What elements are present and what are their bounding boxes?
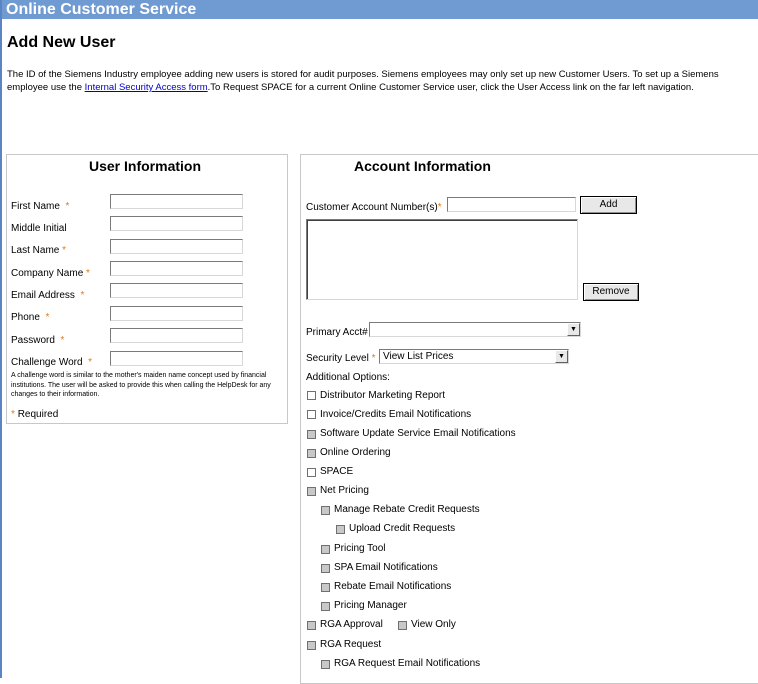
required-marker: * xyxy=(371,353,376,364)
view-only-label: View Only xyxy=(411,619,456,630)
invoice-credits-email-label: Invoice/Credits Email Notifications xyxy=(320,409,472,420)
upload-credit-requests-label: Upload Credit Requests xyxy=(349,523,456,534)
invoice-credits-email-checkbox[interactable] xyxy=(307,410,316,419)
app-banner: Online Customer Service xyxy=(2,0,758,19)
security-level-value: View List Prices xyxy=(383,351,454,362)
password-label xyxy=(11,335,64,346)
required-marker: * xyxy=(60,335,65,346)
required-marker: * xyxy=(65,201,70,212)
online-ordering-checkbox[interactable] xyxy=(307,449,316,458)
first-name-label xyxy=(11,201,69,212)
password-label-text: Password xyxy=(11,335,55,346)
middle-initial-input[interactable] xyxy=(110,216,243,231)
account-information-title: Account Information xyxy=(354,158,491,174)
email-address-label xyxy=(11,290,84,301)
phone-input[interactable] xyxy=(110,306,243,321)
upload-credit-requests-checkbox[interactable] xyxy=(336,525,345,534)
page-title: Add New User xyxy=(7,34,116,51)
rga-approval-checkbox[interactable] xyxy=(307,621,316,630)
left-nav-edge xyxy=(0,0,2,678)
intro-text xyxy=(7,68,755,94)
intro-text-before: The ID of the Siemens Industry employee adding new users is stored for audit purposes. Siemens employees may only set up new Customer Users. To set up a Siemens employee use the xyxy=(7,69,719,93)
security-level-label xyxy=(306,353,376,364)
company-name-label xyxy=(11,268,90,279)
rga-request-email-notifications-checkbox[interactable] xyxy=(321,660,330,669)
remove-account-button[interactable]: Remove xyxy=(583,283,639,301)
company-name-input[interactable] xyxy=(110,261,243,276)
challenge-word-input[interactable] xyxy=(110,351,243,366)
internal-security-access-link[interactable]: Internal Security Access form xyxy=(84,82,208,93)
spa-email-notifications-label: SPA Email Notifications xyxy=(334,562,438,573)
chevron-down-icon[interactable]: ▼ xyxy=(567,323,580,336)
required-legend-text: Required xyxy=(17,409,59,420)
additional-options-label: Additional Options: xyxy=(306,372,390,383)
chevron-down-icon[interactable]: ▼ xyxy=(555,350,568,363)
rga-request-email-notifications-label: RGA Request Email Notifications xyxy=(334,658,481,669)
net-pricing-label: Net Pricing xyxy=(320,485,369,496)
required-marker: * xyxy=(86,268,90,279)
middle-initial-label: Middle Initial xyxy=(11,223,67,234)
customer-account-label-text: Customer Account Number(s) xyxy=(306,202,438,213)
password-input[interactable] xyxy=(110,328,243,343)
primary-acct-label: Primary Acct# xyxy=(306,327,368,338)
challenge-word-label xyxy=(11,357,92,368)
rebate-email-notifications-label: Rebate Email Notifications xyxy=(334,581,452,592)
rga-approval-label: RGA Approval xyxy=(320,619,383,630)
distributor-marketing-report-label: Distributor Marketing Report xyxy=(320,390,446,401)
challenge-word-label-text: Challenge Word xyxy=(11,357,83,368)
phone-label-text: Phone xyxy=(11,312,40,323)
first-name-input[interactable] xyxy=(110,194,243,209)
last-name-label-text: Last Name xyxy=(11,245,60,256)
required-marker: * xyxy=(45,312,50,323)
required-legend xyxy=(11,409,58,420)
software-update-service-email-label: Software Update Service Email Notifications xyxy=(320,428,516,439)
manage-rebate-credit-requests-checkbox[interactable] xyxy=(321,506,330,515)
rebate-email-notifications-checkbox[interactable] xyxy=(321,583,330,592)
user-information-panel xyxy=(6,154,288,424)
account-numbers-listbox[interactable] xyxy=(306,219,578,300)
last-name-label xyxy=(11,245,66,256)
security-level-select[interactable] xyxy=(379,349,569,364)
required-marker: * xyxy=(11,409,15,420)
company-name-label-text: Company Name xyxy=(11,268,84,279)
distributor-marketing-report-checkbox[interactable] xyxy=(307,391,316,400)
software-update-service-email-checkbox[interactable] xyxy=(307,430,316,439)
challenge-word-note: A challenge word is similar to the mother's maiden name concept used by financial institutions. The user will be asked to provide this when calling the HelpDesk for any changes to their information. xyxy=(11,372,271,398)
pricing-manager-checkbox[interactable] xyxy=(321,602,330,611)
view-only-checkbox[interactable] xyxy=(398,621,407,630)
email-address-input[interactable] xyxy=(110,283,243,298)
space-checkbox[interactable] xyxy=(307,468,316,477)
intro-text-after: .To Request SPACE for a current Online Customer Service user, click the User Access link on the far left navigation. xyxy=(207,82,694,93)
manage-rebate-credit-requests-label: Manage Rebate Credit Requests xyxy=(334,504,480,515)
required-marker: * xyxy=(80,290,85,301)
last-name-input[interactable] xyxy=(110,239,243,254)
pricing-tool-label: Pricing Tool xyxy=(334,543,386,554)
customer-account-label xyxy=(306,202,442,213)
primary-acct-select[interactable] xyxy=(369,322,581,337)
online-ordering-label: Online Ordering xyxy=(320,447,391,458)
pricing-tool-checkbox[interactable] xyxy=(321,545,330,554)
required-marker: * xyxy=(437,202,442,213)
spa-email-notifications-checkbox[interactable] xyxy=(321,564,330,573)
rga-request-label: RGA Request xyxy=(320,639,382,650)
required-marker: * xyxy=(88,357,92,368)
security-level-label-text: Security Level xyxy=(306,353,369,364)
rga-request-checkbox[interactable] xyxy=(307,641,316,650)
first-name-label-text: First Name xyxy=(11,201,60,212)
phone-label xyxy=(11,312,49,323)
customer-account-input[interactable] xyxy=(447,197,576,212)
required-marker: * xyxy=(62,245,67,256)
user-information-title: User Information xyxy=(89,158,202,174)
space-label: SPACE xyxy=(320,466,354,477)
account-information-panel xyxy=(300,154,758,684)
net-pricing-checkbox[interactable] xyxy=(307,487,316,496)
pricing-manager-label: Pricing Manager xyxy=(334,600,407,611)
add-account-button[interactable]: Add xyxy=(580,196,637,214)
email-address-label-text: Email Address xyxy=(11,290,75,301)
